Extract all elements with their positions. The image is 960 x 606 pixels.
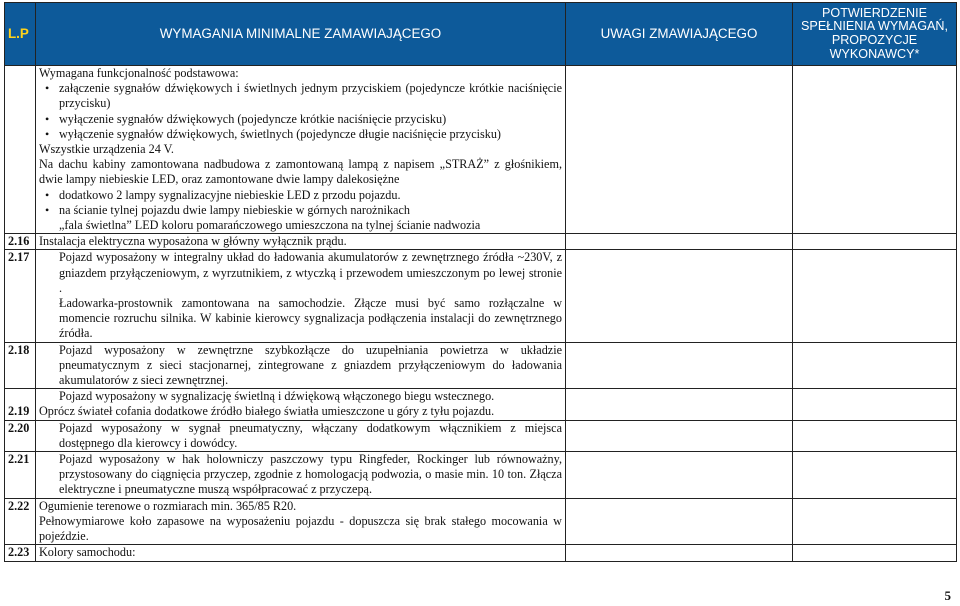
text-line: „fala świetlna” LED koloru pomarańczowego umieszczona na tylnej ścianie nadwozia [59,218,481,233]
requirement-text [36,250,566,342]
requirement-text [36,234,566,250]
remarks-cell [566,342,793,389]
table-row [5,342,957,389]
confirmation-cell[interactable] [793,250,957,342]
page-number: 5 [944,588,951,603]
confirmation-cell[interactable] [793,389,957,420]
confirmation-cell[interactable] [793,342,957,389]
text-line: Wymagana funkcjonalność podstawowa: [39,66,239,80]
text-line: Ogumienie terenowe o rozmiarach min. 365/85 R20. [39,498,297,513]
table-row [5,234,957,250]
requirement-text [36,498,566,545]
confirmation-cell[interactable] [793,420,957,451]
requirements-table [4,2,957,562]
text-line: Pełnowymiarowe koło zapasowe na wyposażeniu pojazdu - dopuszcza się brak stałego mocowania w pojeździe. [39,513,562,544]
confirmation-cell[interactable] [793,498,957,545]
row-number: 2.23 [5,545,36,561]
remarks-cell [566,234,793,250]
row-number: 2.18 [5,342,36,389]
row-number: 2.22 [5,498,36,545]
text-line: Pojazd wyposażony w integralny układ do ładowania akumulatorów z zewnętrznego źródła ~230V, z gniazdem przyłączeniowym, z wyrzutnikiem, z wtyczką i przewodem umieszczonym po lewej stronie . [59,250,562,295]
table-row [5,389,957,420]
bullet-item: • na ścianie tylnej pojazdu dwie lampy niebieskie w górnych narożnikach [39,203,562,218]
requirement-text [36,66,566,234]
remarks-cell [566,66,793,234]
bullet-item: • załączenie sygnałów dźwiękowych i świetlnych jednym przyciskiem (pojedyncze krótkie naciśnięcie przycisku) [39,81,562,111]
text-line: Ładowarka-prostownik zamontowana na samochodzie. Złącze musi być samo rozłączalne w momencie rozruchu silnika. W kabinie kierowcy sygnalizacja podłączenia instalacji do zewnętrznego źródła. [59,296,562,341]
requirement-text [36,545,566,561]
bullet-item: • wyłączenie sygnałów dźwiękowych (pojedyncze krótkie naciśnięcie przycisku) [39,112,562,127]
table-row [5,498,957,545]
row-number: 2.19 [5,389,36,420]
text-line: Pojazd wyposażony w sygnał pneumatyczny, włączany dodatkowym włącznikiem z miejsca dostępnego dla kierowcy i dowódcy. [59,420,562,450]
confirmation-cell[interactable] [793,66,957,234]
requirement-text [36,452,566,499]
row-number [5,66,36,234]
row-number: 2.17 [5,250,36,342]
text-line: Na dachu kabiny zamontowana nadbudowa z zamontowaną lampą z napisem „STRAŻ” z głośnikiem, dwie lampy niebieskie LED, oraz zamontowane dwie lampy dalekosiężne [39,157,562,187]
row-number: 2.21 [5,452,36,499]
bullet-item: • wyłączenie sygnałów dźwiękowych, świetlnych (pojedyncze długie naciśnięcie przycisku) [39,127,562,142]
confirmation-cell[interactable] [793,452,957,499]
table-row [5,452,957,499]
header-remarks: UWAGI ZMAWIAJĄCEGO [566,3,793,66]
text-line: Kolory samochodu: [39,545,136,560]
requirement-text [36,389,566,420]
table-row [5,66,957,234]
confirmation-cell[interactable] [793,545,957,561]
text-line: Pojazd wyposażony w hak holowniczy paszczowy typu Ringfeder, Rockinger lub równoważny, przystosowany do ciągnięcia przyczep, zgodnie z homologacją podwozia, o masie min. 10 ton. Złącza elektryczne i pneumatyczne muszą współpracować z przyczepą. [59,452,562,497]
remarks-cell [566,389,793,420]
text-line: Oprócz świateł cofania dodatkowe źródło białego światła umieszczone u góry z tyłu pojazdu. [39,404,495,419]
bullet-item: • dodatkowo 2 lampy sygnalizacyjne niebieskie LED z przodu pojazdu. [39,188,562,203]
table-row [5,545,957,561]
requirement-text [36,342,566,389]
row-number: 2.20 [5,420,36,451]
header-confirmation: POTWIERDZENIE SPEŁNIENIA WYMAGAŃ, PROPOZYCJE WYKONAWCY* [793,3,957,66]
text-line: Instalacja elektryczna wyposażona w główny wyłącznik prądu. [39,234,347,249]
table-row [5,250,957,342]
header-lp: L.P [5,3,36,66]
confirmation-cell[interactable] [793,234,957,250]
remarks-cell [566,420,793,451]
remarks-cell [566,545,793,561]
text-line: Pojazd wyposażony w sygnalizację świetlną i dźwiękową włączonego biegu wstecznego. [59,389,495,404]
row-number: 2.16 [5,234,36,250]
remarks-cell [566,498,793,545]
header-minimum-requirements: WYMAGANIA MINIMALNE ZAMAWIAJĄCEGO [36,3,566,66]
remarks-cell [566,250,793,342]
remarks-cell [566,452,793,499]
text-line: Wszystkie urządzenia 24 V. [39,142,174,157]
text-line: Pojazd wyposażony w zewnętrzne szybkozłącze do uzupełniania powietrza w układzie pneumatycznym z sieci stacjonarnej, zintegrowane z gniazdem przyłączeniowym do ładowania akumulatorów z sieci zewnętrznej. [59,342,562,388]
table-row [5,420,957,451]
table-header-row [5,3,957,66]
requirement-text [36,420,566,451]
